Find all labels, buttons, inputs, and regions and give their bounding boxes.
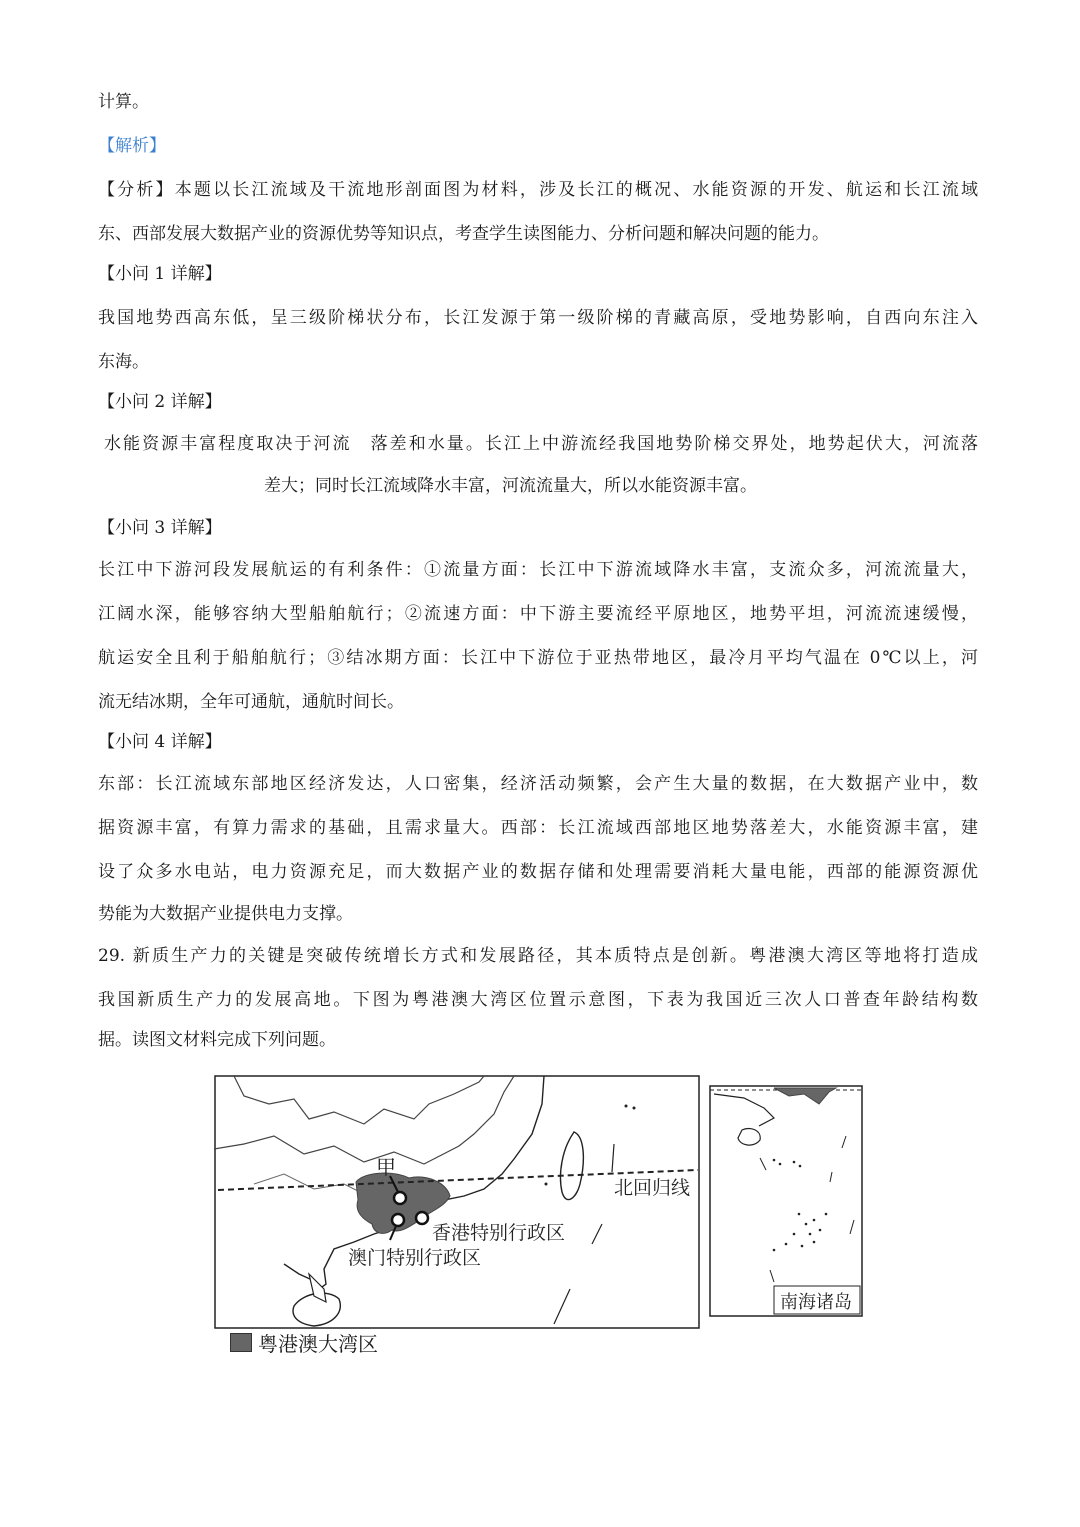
question-2-heading: 【小问 2 详解】	[98, 392, 222, 412]
city-marker-hk	[416, 1212, 428, 1224]
text-line: 东部：长江流域东部地区经济发达，人口密集，经济活动频繁，会产生大量的数据，在大数据产业中，数	[98, 774, 978, 794]
text-line: 水能资源丰富程度取决于河流 落差和水量。长江上中游流经我国地势阶梯交界处，地势起伏大，河流落	[104, 434, 978, 454]
text-line: 我国地势西高东低，呈三级阶梯状分布，长江发源于第一级阶梯的青藏高原，受地势影响，自西向东注入	[98, 308, 978, 328]
legend-swatch	[230, 1333, 252, 1352]
text-line: 差大；同时长江流域降水丰富，河流流量大，所以水能资源丰富。	[264, 476, 757, 496]
label-jia: 甲	[376, 1155, 396, 1179]
map-legend	[230, 1329, 378, 1355]
text-line: 计算。	[98, 92, 149, 112]
text-line: 据资源丰富，有算力需求的基础，且需求量大。西部：长江流域西部地区地势落差大，水能资源丰富，建	[98, 818, 978, 838]
text-line: 势能为大数据产业提供电力支撑。	[98, 904, 353, 924]
question-4-heading: 【小问 4 详解】	[98, 732, 222, 752]
text-line: 【分析】本题以长江流域及干流地形剖面图为材料，涉及长江的概况、水能资源的开发、航运和长江流域	[98, 180, 978, 200]
legend-label: 粤港澳大湾区	[258, 1331, 378, 1356]
question-3-heading: 【小问 3 详解】	[98, 518, 222, 538]
text-line: 流无结冰期，全年可通航，通航时间长。	[98, 692, 404, 712]
analysis-heading: 【解析】	[98, 136, 166, 156]
question-1-heading: 【小问 1 详解】	[98, 264, 222, 284]
text-line: 长江中下游河段发展航运的有利条件：①流量方面：长江中下游流域降水丰富，支流众多，河流流量大，	[98, 560, 978, 580]
text-line: 航运安全且利于船舶航行；③结冰期方面：长江中下游位于亚热带地区，最冷月平均气温在 0℃以上，河	[98, 648, 978, 668]
text-line: 江阔水深，能够容纳大型船舶航行；②流速方面：中下游主要流经平原地区，地势平坦，河流流速缓慢，	[98, 604, 978, 624]
text-line: 东海。	[98, 352, 149, 372]
question-29-text: 29. 新质生产力的关键是突破传统增长方式和发展路径，其本质特点是创新。粤港澳大湾区等地将打造成	[98, 946, 978, 966]
label-hong-kong: 香港特别行政区	[432, 1222, 566, 1244]
city-marker-macau	[392, 1214, 404, 1226]
question-29-text: 我国新质生产力的发展高地。下图为粤港澳大湾区位置示意图，下表为我国近三次人口普查年龄结构数	[98, 990, 978, 1010]
text-line: 设了众多水电站，电力资源充足，而大数据产业的数据存储和处理需要消耗大量电能，西部的能源资源优	[98, 862, 978, 882]
question-29-text: 据。读图文材料完成下列问题。	[98, 1030, 336, 1050]
label-south-china-sea-islands: 南海诸岛	[780, 1292, 852, 1313]
main-map-frame	[215, 1076, 699, 1328]
label-macau: 澳门特别行政区	[348, 1247, 482, 1269]
greater-bay-area-map	[214, 1074, 874, 1364]
inset-map-frame	[710, 1086, 862, 1316]
text-line: 东、西部发展大数据产业的资源优势等知识点，考查学生读图能力、分析问题和解决问题的能力。	[98, 224, 829, 244]
city-marker-jia	[394, 1192, 406, 1204]
label-tropic-of-cancer: 北回归线	[614, 1177, 691, 1199]
